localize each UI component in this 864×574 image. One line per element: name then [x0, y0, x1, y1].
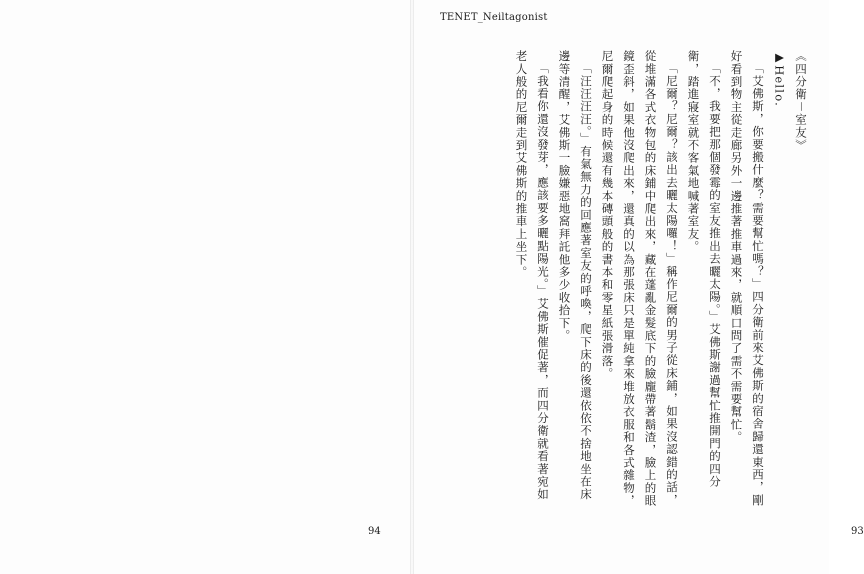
right-page-body — [441, 50, 811, 508]
right-paragraph: 「艾佛斯，你要搬什麼？需要幫忙嗎？」四分衛前來艾佛斯的宿舍歸還東西，剛好看到物主從走廊另外一邊推著推車過來，就順口問了需不需要幫忙。 — [729, 50, 765, 506]
chapter-subtitle: ▶Hello. — [772, 50, 787, 107]
right-paragraph: 「汪汪汪汪。」有氣無力的回應著室友的呼喚，爬下床的後還依依不捨地坐在床邊等清醒，艾佛斯一臉嫌惡地窩拜託他多少收拾下。 — [557, 50, 593, 501]
page-number-right: 93 — [851, 526, 864, 537]
page-number-left: 94 — [368, 526, 381, 537]
right-paragraph: 「我看你還沒發芽，應該要多曬點陽光。」艾佛斯催促著，而四分衛就看著宛如老人般的尼爾走到艾佛斯的推車上坐下。 — [514, 50, 550, 501]
right-page — [414, 0, 864, 574]
chapter-title: 《四分衛－室友》 — [794, 50, 808, 152]
right-paragraph: 「不，我要把那個發霉的室友推出去曬太陽。」艾佛斯謝過幫忙推開門的四分衛，踏進寢室就不客氣地喊著室友。 — [686, 50, 722, 488]
running-header: TENET_Neiltagonist — [440, 12, 548, 23]
right-paragraph: 「尼爾？尼爾？該出去曬太陽囉！」稱作尼爾的男子從床鋪，如果沒認錯的話，從堆滿各式衣物包的床鋪中爬出來，藏在蓬亂金髮底下的臉龐帶著鬍渣，臉上的眼鏡歪斜，如果他沒爬出來，還真的以為那張床只是單純拿來堆放衣服和各式雜物，尼爾爬起身的時候還有幾本磚頭般的書本和零星紙張滑落。 — [600, 50, 679, 508]
left-page — [0, 0, 410, 574]
